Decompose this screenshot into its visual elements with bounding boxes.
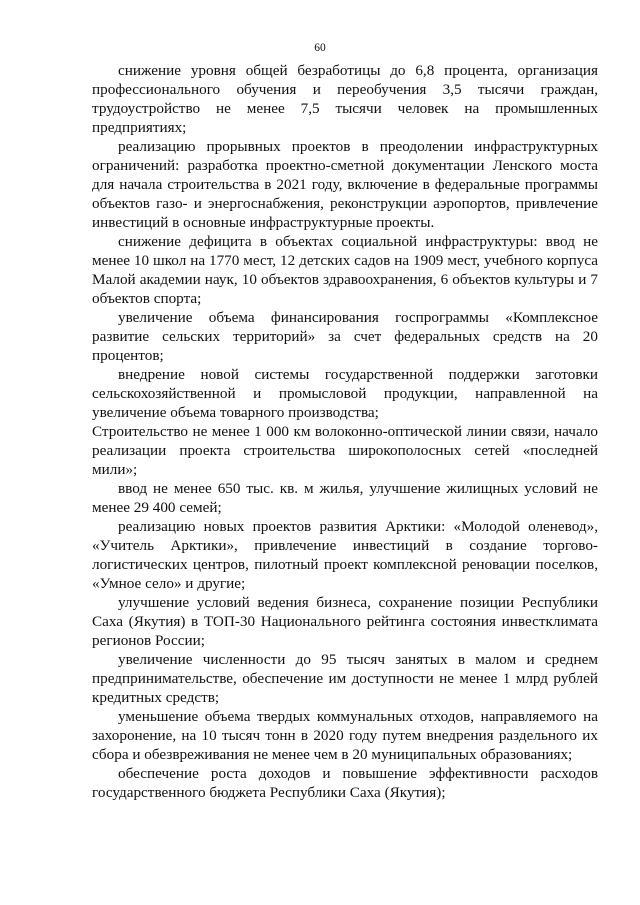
page-number: 60: [314, 42, 326, 54]
paragraph-state-support: внедрение новой системы государственной поддержки заготовки сельскохозяйственной и промысловой продукции, направленной на увеличение объема товарного производства;: [92, 366, 598, 421]
page-body: [92, 61, 598, 802]
paragraph-arctic-projects: реализацию новых проектов развития Арктики: «Молодой оленевод», «Учитель Арктики», привлечение инвестиций в создание торгово-логистических центров, пилотный проект комплексной реновации поселков, «Умное село» и другие;: [92, 518, 598, 592]
paragraph-infrastructure-projects: реализацию прорывных проектов в преодолении инфраструктурных ограничений: разработка проектно-сметной документации Ленского моста для начала строительства в 2021 году, включение в федеральные программы объектов газо- и энергоснабжения, реконструкции аэропортов, привлечение инвестиций в основные инфраструктурные проекты.: [92, 138, 598, 231]
paragraph-small-business: увеличение численности до 95 тысяч занятых в малом и среднем предпринимательстве, обеспечение им доступности не менее 1 млрд рублей кредитных средств;: [92, 651, 598, 706]
paragraph-social-infrastructure: снижение дефицита в объектах социальной инфраструктуры: ввод не менее 10 школ на 1770 мест, 12 детских садов на 1909 мест, учебного корпуса Малой академии наук, 10 объектов здравоохранения, 6 объектов культуры и 7 объектов спорта;: [92, 233, 598, 307]
paragraph-business-conditions: улучшение условий ведения бизнеса, сохранение позиции Республики Саха (Якутия) в ТОП-30 Национального рейтинга состояния инвестклимата регионов России;: [92, 594, 598, 649]
paragraph-housing: ввод не менее 650 тыс. кв. м жилья, улучшение жилищных условий не менее 29 400 семей;: [92, 480, 598, 516]
paragraph-rural-development: увеличение объема финансирования госпрограммы «Комплексное развитие сельских территорий» за счет федеральных средств на 20 процентов;: [92, 309, 598, 364]
paragraph-budget: обеспечение роста доходов и повышение эффективности расходов государственного бюджета Республики Саха (Якутия);: [92, 765, 598, 801]
paragraph-unemployment: снижение уровня общей безработицы до 6,8 процента, организация профессионального обучения и переобучения 3,5 тысячи граждан, трудоустройство не менее 7,5 тысячи человек на промышленных предприятиях;: [92, 62, 598, 136]
paragraph-waste: уменьшение объема твердых коммунальных отходов, направляемого на захоронение, на 10 тысяч тонн в 2020 году путем внедрения раздельного их сбора и обезвреживания не менее чем в 20 муниципальных образованиях;: [92, 708, 598, 763]
paragraph-fiber-optic: Строительство не менее 1 000 км волоконно-оптической линии связи, начало реализации проекта строительства широкополосных сетей «последней мили»;: [92, 423, 598, 478]
